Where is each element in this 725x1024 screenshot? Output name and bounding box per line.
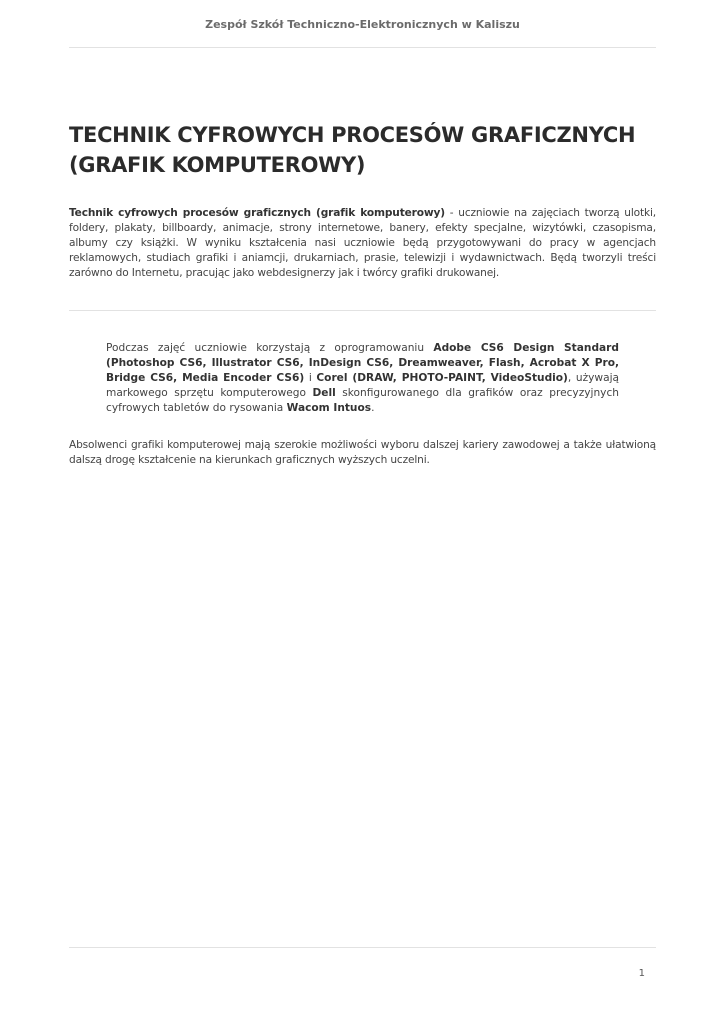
software-text-5: . (371, 402, 375, 414)
page-header: Zespół Szkół Techniczno-Elektronicznych w Kaliszu (205, 18, 520, 31)
software-text-1: Podczas zajęć uczniowie korzystają z oprogramowaniu (106, 342, 434, 354)
title-line-2: (GRAFIK KOMPUTEROWY) (69, 153, 366, 177)
footer-divider (69, 947, 656, 948)
graduates-paragraph: Absolwenci grafiki komputerowej mają szerokie możliwości wyboru dalszej kariery zawodowej a także ułatwioną dalszą drogę kształcenie na kierunkach graficznych wyższych uczelni. (69, 439, 656, 466)
header-divider (69, 47, 656, 48)
wacom-brand: Wacom Intuos (286, 402, 372, 414)
title-line-1: TECHNIK CYFROWYCH PROCESÓW GRAFICZNYCH (69, 123, 636, 147)
page-title (69, 120, 656, 180)
software-paragraph (106, 341, 619, 416)
adobe-suite: Adobe CS6 Design Standard (Photoshop CS6, Illustrator CS6, InDesign CS6, Dreamweaver, Flash, Acrobat X Pro, Bridge CS6, Media Encoder CS6) (106, 342, 619, 384)
software-text-2: i (304, 372, 317, 384)
intro-paragraph (69, 206, 656, 281)
dell-brand: Dell (312, 387, 336, 399)
intro-text: - uczniowie na zajęciach tworzą ulotki, foldery, plakaty, billboardy, animacje, strony internetowe, banery, efekty specjalne, wizytówki, czasopisma, albumy czy książki. W wyniku kształcenia nasi uczniowie będą przygotowywani do pracy w agencjach reklamowych, studiach grafiki i aniamcji, drukarniach, prasie, telewizji i wydawnictwach. Będą tworzyli treści zarówno do Internetu, pracując jako webdesignerzy jak i twórcy grafiki drukowanej. (69, 207, 656, 279)
page-number: 1 (638, 968, 645, 979)
intro-lead: Technik cyfrowych procesów graficznych (grafik komputerowy) (69, 207, 445, 219)
software-text-3: , używają markowego sprzętu komputerowego (106, 372, 620, 399)
corel-suite: Corel (DRAW, PHOTO-PAINT, VideoStudio) (316, 372, 568, 384)
software-text-4: skonfigurowanego dla grafików oraz precyzyjnych cyfrowych tabletów do rysowania (106, 387, 619, 414)
section-divider (69, 310, 656, 311)
